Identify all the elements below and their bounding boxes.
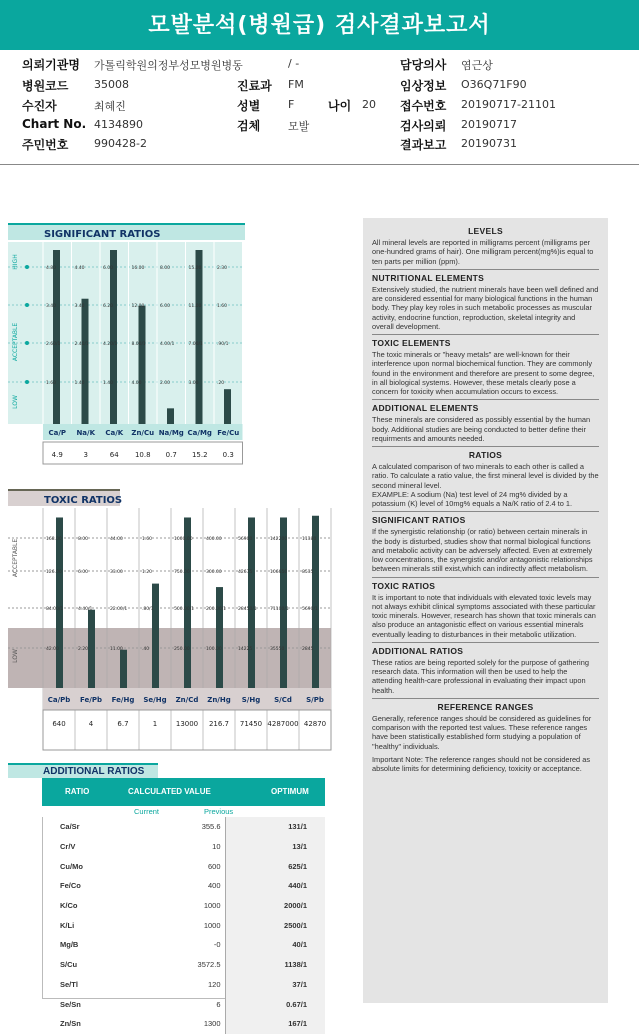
chart-value-label: 3 bbox=[83, 451, 88, 459]
specimen-value: 모발 bbox=[288, 120, 310, 133]
chart-bar bbox=[248, 517, 255, 688]
ratios-text: A calculated comparison of two minerals to each other is called a ratio. To calculate a ratio value, the first mineral level is divided by the second mineral level. bbox=[372, 462, 599, 490]
chart-tick-label: .90/1 bbox=[217, 342, 229, 347]
divider bbox=[372, 334, 599, 335]
optimum-cell: 167/1 bbox=[225, 1014, 325, 1034]
optimum-cell: 0.67/1 bbox=[225, 994, 325, 1014]
chart-no-label: Chart No. bbox=[22, 117, 87, 131]
chart-category-label: Ca/Mg bbox=[187, 429, 212, 437]
chart-category-label: Zn/Hg bbox=[207, 696, 231, 704]
chart-tick-label: 168.00 bbox=[46, 537, 62, 542]
chart-zone-dot bbox=[25, 380, 29, 384]
chart-no-value: 4134890 bbox=[94, 118, 143, 131]
chart-tick-label: 4.40 bbox=[74, 266, 85, 271]
optimum-cell: 13/1 bbox=[225, 837, 325, 857]
dept-value: FM bbox=[288, 78, 304, 91]
doctor-value: 염근상 bbox=[461, 59, 493, 72]
optimum-cell: 625/1 bbox=[225, 856, 325, 876]
chart-tick-label: 11380 bbox=[302, 537, 317, 542]
chart-value-label: 42870 bbox=[303, 720, 327, 728]
chart-bar bbox=[184, 517, 191, 688]
chart-tick-label: .80/1 bbox=[142, 607, 154, 612]
patient-info-panel bbox=[0, 50, 639, 165]
nutritional-heading: NUTRITIONAL ELEMENTS bbox=[372, 272, 485, 283]
chart-tick-label: 33.00 bbox=[110, 570, 123, 575]
chart-tick-label: 42.00 bbox=[46, 647, 59, 652]
levels-text: All mineral levels are reported in milligrams percent (milligrams per one-hundred grams of hair). One milligram percent(mg%)is equal to ten parts per million (ppm). bbox=[372, 238, 594, 266]
chart-tick-label: 2.40/1 bbox=[74, 342, 89, 347]
age-value: 20 bbox=[362, 98, 376, 111]
chart-tick-label: 500.00/1 bbox=[174, 607, 195, 612]
chart-zone-label: LOW bbox=[12, 395, 19, 409]
chart-bar bbox=[88, 610, 95, 688]
chart-category-label: Fe/Cu bbox=[217, 429, 240, 437]
reference-ranges-note: Important Note: The reference ranges should not be considered as absolute limits for determining deficiency, toxicity or acceptance. bbox=[372, 754, 591, 773]
ratios-example: EXAMPLE: A sodium (Na) test level of 24 mg% divided by a potassium (K) level of 10mg% equals a Na/K ratio of 2.4 to 1. bbox=[372, 489, 573, 509]
chart-tick-label: 22.00/1 bbox=[110, 607, 128, 612]
divider bbox=[372, 698, 599, 699]
chart-tick-label: 42675 bbox=[238, 570, 253, 575]
chart-category-label: Se/Hg bbox=[143, 696, 167, 704]
ratio-cell: K/Li bbox=[60, 920, 75, 930]
chart-value-label: 4 bbox=[88, 720, 94, 728]
chart-tick-label: 142200 bbox=[270, 537, 288, 542]
chart-tick-label: 8.00 bbox=[78, 537, 89, 542]
ratio-cell: Mg/B bbox=[60, 940, 79, 950]
additional-ratios-title bbox=[8, 763, 158, 778]
chart-tick-label: 44.00 bbox=[110, 537, 123, 542]
request-date-value: 20190717 bbox=[461, 118, 517, 131]
chart-tick-label: .40 bbox=[142, 647, 150, 652]
table-row bbox=[42, 935, 325, 955]
chart-tick-label: 1.60 bbox=[142, 537, 153, 542]
chart-value-label: 64 bbox=[109, 451, 119, 459]
chart-tick-label: 16.00 bbox=[131, 266, 145, 271]
chart-bar bbox=[152, 584, 159, 688]
specimen-label: 검체 bbox=[237, 119, 261, 133]
chart-category-label: Na/K bbox=[76, 429, 96, 437]
divider bbox=[372, 642, 599, 643]
chart-zone-label: ACCEPTABLE bbox=[12, 322, 19, 362]
table-row bbox=[42, 975, 325, 995]
chart-bar bbox=[280, 517, 287, 688]
chart-bar bbox=[82, 299, 89, 424]
chart-value-label: 4287000 bbox=[267, 720, 299, 728]
chart-category-label: Ca/Pb bbox=[47, 696, 71, 704]
chart-tick-label: 56900 bbox=[238, 537, 253, 542]
optimum-cell: 2000/1 bbox=[225, 896, 325, 916]
toxic-ratios-heading: TOXIC RATIOS bbox=[372, 580, 436, 591]
chart-zone-dot bbox=[25, 303, 29, 307]
ratio-cell: S/Cu bbox=[60, 960, 78, 970]
chart-tick-label: 5690/1 bbox=[302, 607, 318, 612]
age-label: 나이 bbox=[328, 99, 352, 113]
current-cell: 1000 bbox=[122, 915, 225, 935]
optimum-cell: 1138/1 bbox=[225, 955, 325, 975]
chart-tick-label: 6.00 bbox=[103, 266, 114, 271]
ratio-cell: Ca/Sr bbox=[60, 822, 80, 832]
chart-tick-label: 8535 bbox=[302, 570, 314, 575]
current-cell: 600 bbox=[122, 856, 225, 876]
chart-tick-label: 6.00 bbox=[160, 304, 171, 309]
report-date-label: 결과보고 bbox=[400, 138, 447, 152]
additional-ratios-table bbox=[42, 817, 325, 1034]
chart-value-label: 0.7 bbox=[165, 451, 177, 459]
table-row bbox=[42, 994, 325, 1014]
chart-zone-dot bbox=[25, 341, 29, 345]
dept-label: 진료과 bbox=[237, 79, 272, 93]
optimum-cell: 2500/1 bbox=[225, 915, 325, 935]
current-cell: 1000 bbox=[122, 896, 225, 916]
additional-subheader-previous: Previous bbox=[204, 807, 234, 816]
chart-tick-label: 126.00 bbox=[46, 570, 62, 575]
chart-bar bbox=[196, 250, 203, 424]
chart-value-label: 15.2 bbox=[191, 451, 208, 459]
hospital-label: 의뢰기관명 bbox=[22, 58, 80, 72]
optimum-cell: 131/1 bbox=[225, 817, 325, 837]
ratio-cell: K/Co bbox=[60, 901, 78, 911]
chart-tick-label: 2.30 bbox=[217, 266, 228, 271]
chart-tick-label: 2.20 bbox=[78, 647, 89, 652]
toxic-ratios-text: It is important to note that individuals with elevated toxic levels may not always exhibit clinical symptoms associated with these particular toxic minerals. However, research has shown that toxic minerals can also produce an antagonistic effect on various essential minerals eventually leading to disturbances in their metabolic utilization. bbox=[372, 592, 596, 639]
table-row bbox=[42, 856, 325, 876]
additional-subheader-current: Current bbox=[134, 807, 160, 816]
chart-tick-label: 1.40 bbox=[103, 381, 114, 386]
ratio-cell: Zn/Sn bbox=[60, 1019, 81, 1029]
optimum-cell: 37/1 bbox=[225, 975, 325, 995]
chart-tick-label: 14225 bbox=[238, 647, 253, 652]
chart-bar bbox=[56, 517, 63, 688]
chart-tick-label: 15.00 bbox=[188, 266, 202, 271]
ratio-cell: Fe/Co bbox=[60, 881, 81, 891]
chart-tick-label: 7.00/1 bbox=[188, 342, 203, 347]
report-date-value: 20190731 bbox=[461, 137, 517, 150]
chart-tick-label: 35550 bbox=[270, 647, 285, 652]
chart-bar bbox=[224, 389, 231, 424]
chart-tick-label: 1.20 bbox=[142, 570, 153, 575]
chart-category-label: S/Pb bbox=[306, 696, 324, 704]
request-date-label: 검사의뢰 bbox=[400, 119, 447, 133]
chart-bar bbox=[110, 250, 117, 424]
current-cell: -0 bbox=[122, 935, 225, 955]
additional-header-calculated: CALCULATED VALUE bbox=[128, 787, 211, 796]
chart-zone-label: LOW bbox=[12, 649, 19, 663]
chart-category-label: Ca/P bbox=[48, 429, 67, 437]
chart-bar bbox=[167, 408, 174, 424]
chart-category-label: S/Cd bbox=[274, 696, 292, 704]
table-row bbox=[42, 837, 325, 857]
chart-zone-label: HIGH bbox=[12, 254, 19, 270]
significant-ratios-chart bbox=[0, 222, 245, 472]
chart-category-label: S/Hg bbox=[241, 696, 261, 704]
chart-bar bbox=[53, 250, 60, 424]
sex-value: F bbox=[288, 98, 295, 111]
receipt-no-value: 20190717-21101 bbox=[461, 98, 556, 111]
doctor-label: 담당의사 bbox=[400, 58, 447, 72]
current-cell: 120 bbox=[122, 975, 225, 995]
chart-value-row-border bbox=[43, 710, 331, 750]
chart-zone-label: ACCEPTABLE bbox=[12, 538, 19, 578]
toxic-elements-text: The toxic minerals or "heavy metals" are well-known for their interference upon normal biochemical function. They are commonly found in the environment and therefore are present to some degree, in all biological systems. However, these metals clearly pose a concern for toxicity when accumulation occurs to excess. bbox=[372, 350, 595, 397]
chart-tick-label: 4.20/1 bbox=[103, 342, 118, 347]
chart-tick-label: 100.00 bbox=[206, 647, 222, 652]
chart-tick-label: 8.00 bbox=[160, 266, 171, 271]
divider bbox=[372, 511, 599, 512]
chart-category-label: Zn/Cu bbox=[131, 429, 155, 437]
clinic-info-value: O36Q71F90 bbox=[461, 78, 527, 91]
chart-tick-label: 4.40/1 bbox=[78, 607, 93, 612]
additional-header-optimum: OPTIMUM bbox=[271, 787, 309, 796]
chart-tick-label: 8.00/1 bbox=[131, 342, 146, 347]
code-label: 병원코드 bbox=[22, 79, 69, 93]
ratio-cell: Cu/Mo bbox=[60, 861, 83, 871]
chart-tick-label: 200.00/1 bbox=[206, 607, 227, 612]
chart-tick-label: 2.60/1 bbox=[46, 342, 61, 347]
chart-tick-label: 12.00 bbox=[131, 304, 145, 309]
chart-tick-label: 400.00 bbox=[206, 537, 222, 542]
current-cell: 3572.5 bbox=[122, 955, 225, 975]
table-row bbox=[42, 876, 325, 896]
chart-tick-label: 106650 bbox=[270, 570, 288, 575]
current-cell: 6 bbox=[122, 994, 225, 1014]
chart-tick-label: 6.00 bbox=[78, 570, 89, 575]
receipt-no-label: 접수번호 bbox=[400, 99, 447, 113]
chart-tick-label: 1000.00 bbox=[174, 537, 193, 542]
chart-tick-label: 3.40 bbox=[46, 304, 57, 309]
chart-category-label: Na/Mg bbox=[158, 429, 184, 437]
ratio-cell: Cr/V bbox=[60, 842, 76, 852]
current-cell: 10 bbox=[122, 837, 225, 857]
divider bbox=[372, 577, 599, 578]
additional-elements-text: These minerals are considered as possibly essential by the human body. Additional studies are being conducted to better define their requirments and amounts needed. bbox=[372, 415, 591, 443]
table-row bbox=[42, 1014, 325, 1034]
chart-tick-label: 84.00/1 bbox=[46, 607, 64, 612]
report-title: 모발분석(병원급) 검사결과보고서 bbox=[0, 0, 639, 50]
significant-ratios-text: If the synergistic relationship (or ratio) between certain minerals in the body is disturbed, studies show that normal biological functions and metabolic activity can be adversely affected. Even at extremely low concentrations, the synergistic and/or antagonistic relationships between minerals still exist,which can indirectly affect metabolism. bbox=[372, 527, 593, 574]
table-row bbox=[42, 817, 325, 837]
additional-ratios-text: These ratios are being reported solely for the purpose of gathering research data. This information will then be used to help the attending health-care professional in evaluating their impact upon health. bbox=[372, 657, 589, 695]
chart-tick-label: 3.00 bbox=[188, 381, 199, 386]
optimum-cell: 40/1 bbox=[225, 935, 325, 955]
chart-category-label: Zn/Cd bbox=[175, 696, 199, 704]
ratio-cell: Se/Sn bbox=[60, 999, 81, 1009]
chart-title: TOXIC RATIOS bbox=[44, 495, 123, 506]
reference-ranges-heading: REFERENCE RANGES bbox=[437, 701, 534, 712]
current-cell: 355.6 bbox=[122, 817, 225, 837]
chart-value-label: 10.8 bbox=[134, 451, 151, 459]
chart-tick-label: 6.20 bbox=[103, 304, 114, 309]
divider bbox=[372, 446, 599, 447]
chart-tick-label: 1.40 bbox=[74, 381, 85, 386]
chart-tick-label: 300.00 bbox=[206, 570, 222, 575]
chart-tick-label: 1.60 bbox=[46, 381, 57, 386]
chart-tick-label: 28450/1 bbox=[238, 607, 257, 612]
chart-value-label: 4.9 bbox=[51, 451, 63, 459]
table-row bbox=[42, 915, 325, 935]
toxic-elements-heading: TOXIC ELEMENTS bbox=[372, 338, 451, 349]
clinic-info-label: 임상정보 bbox=[400, 79, 447, 93]
toxic-ratios-chart bbox=[0, 488, 335, 756]
chart-tick-label: 4.00/1 bbox=[160, 342, 175, 347]
additional-ratios-heading: ADDITIONAL RATIOS bbox=[372, 645, 464, 656]
chart-tick-label: 250.00 bbox=[174, 647, 190, 652]
chart-tick-label: 4.80 bbox=[46, 266, 57, 271]
divider bbox=[372, 269, 599, 270]
code-value: 35008 bbox=[94, 78, 129, 91]
chart-tick-label: 750.00 bbox=[174, 570, 190, 575]
ratios-heading: RATIOS bbox=[468, 450, 503, 461]
chart-value-label: 216.7 bbox=[208, 720, 230, 728]
chart-value-label: 71450 bbox=[239, 720, 263, 728]
additional-elements-heading: ADDITIONAL ELEMENTS bbox=[372, 403, 479, 414]
table-row bbox=[42, 955, 325, 975]
current-cell: 400 bbox=[122, 876, 225, 896]
interpretation-notes bbox=[363, 218, 608, 1003]
chart-category-label: Fe/Hg bbox=[111, 696, 135, 704]
levels-heading: LEVELS bbox=[468, 226, 503, 236]
patient-name-value: 최혜진 bbox=[94, 100, 126, 113]
chart-zone-dot bbox=[25, 265, 29, 269]
ratio-cell: Se/Tl bbox=[60, 979, 78, 989]
table-row bbox=[42, 896, 325, 916]
patient-name-label: 수진자 bbox=[22, 99, 57, 113]
chart-tick-label: 1.60 bbox=[217, 304, 228, 309]
ssn-value: 990428-2 bbox=[94, 137, 147, 150]
current-cell: 1300 bbox=[122, 1014, 225, 1034]
chart-bar bbox=[120, 650, 127, 688]
chart-category-label: Ca/K bbox=[105, 429, 124, 437]
additional-ratios-title-text: ADDITIONAL RATIOS bbox=[43, 766, 145, 777]
chart-value-label: 640 bbox=[52, 720, 66, 728]
chart-category-label: Fe/Pb bbox=[80, 696, 102, 704]
chart-tick-label: 2.00 bbox=[160, 381, 171, 386]
chart-value-label: 6.7 bbox=[117, 720, 129, 728]
chart-bar bbox=[216, 587, 223, 688]
additional-header-ratio: RATIO bbox=[65, 787, 90, 796]
chart-bar bbox=[139, 306, 146, 424]
chart-tick-label: 11.00 bbox=[110, 647, 123, 652]
chart-value-label: 1 bbox=[152, 720, 158, 728]
ward-slash: / - bbox=[288, 57, 300, 70]
divider bbox=[372, 399, 599, 400]
reference-ranges-text: Generally, reference ranges should be considered as guidelines for comparison with the reported test values. These reference ranges have been statistically established form studying a population of "healthy" individuals. bbox=[372, 713, 592, 751]
sex-label: 성별 bbox=[237, 99, 261, 113]
chart-tick-label: 11.00 bbox=[188, 304, 202, 309]
chart-value-label: 0.3 bbox=[222, 451, 234, 459]
significant-ratios-heading: SIGNIFICANT RATIOS bbox=[372, 515, 466, 526]
chart-title: SIGNIFICANT RATIOS bbox=[44, 229, 161, 240]
nutritional-text: Extensively studied, the nutrient minerals have been well defined and are considered essential for many biological functions in the human body. They play key roles in such metabolic processes as muscular activity, endocrine function, reproduction, skeletal integrity and overall development. bbox=[372, 285, 599, 331]
chart-tick-label: 4.00 bbox=[131, 381, 142, 386]
chart-tick-label: 3.40 bbox=[74, 304, 85, 309]
optimum-cell: 440/1 bbox=[225, 876, 325, 896]
chart-tick-label: .20 bbox=[217, 381, 225, 386]
chart-tick-label: 2845 bbox=[302, 647, 314, 652]
hospital-value: 가톨릭학원의정부성모병원병동 bbox=[94, 59, 243, 72]
chart-tick-label: 71100/1 bbox=[270, 607, 289, 612]
ssn-label: 주민번호 bbox=[22, 138, 69, 152]
chart-value-label: 13000 bbox=[175, 720, 199, 728]
